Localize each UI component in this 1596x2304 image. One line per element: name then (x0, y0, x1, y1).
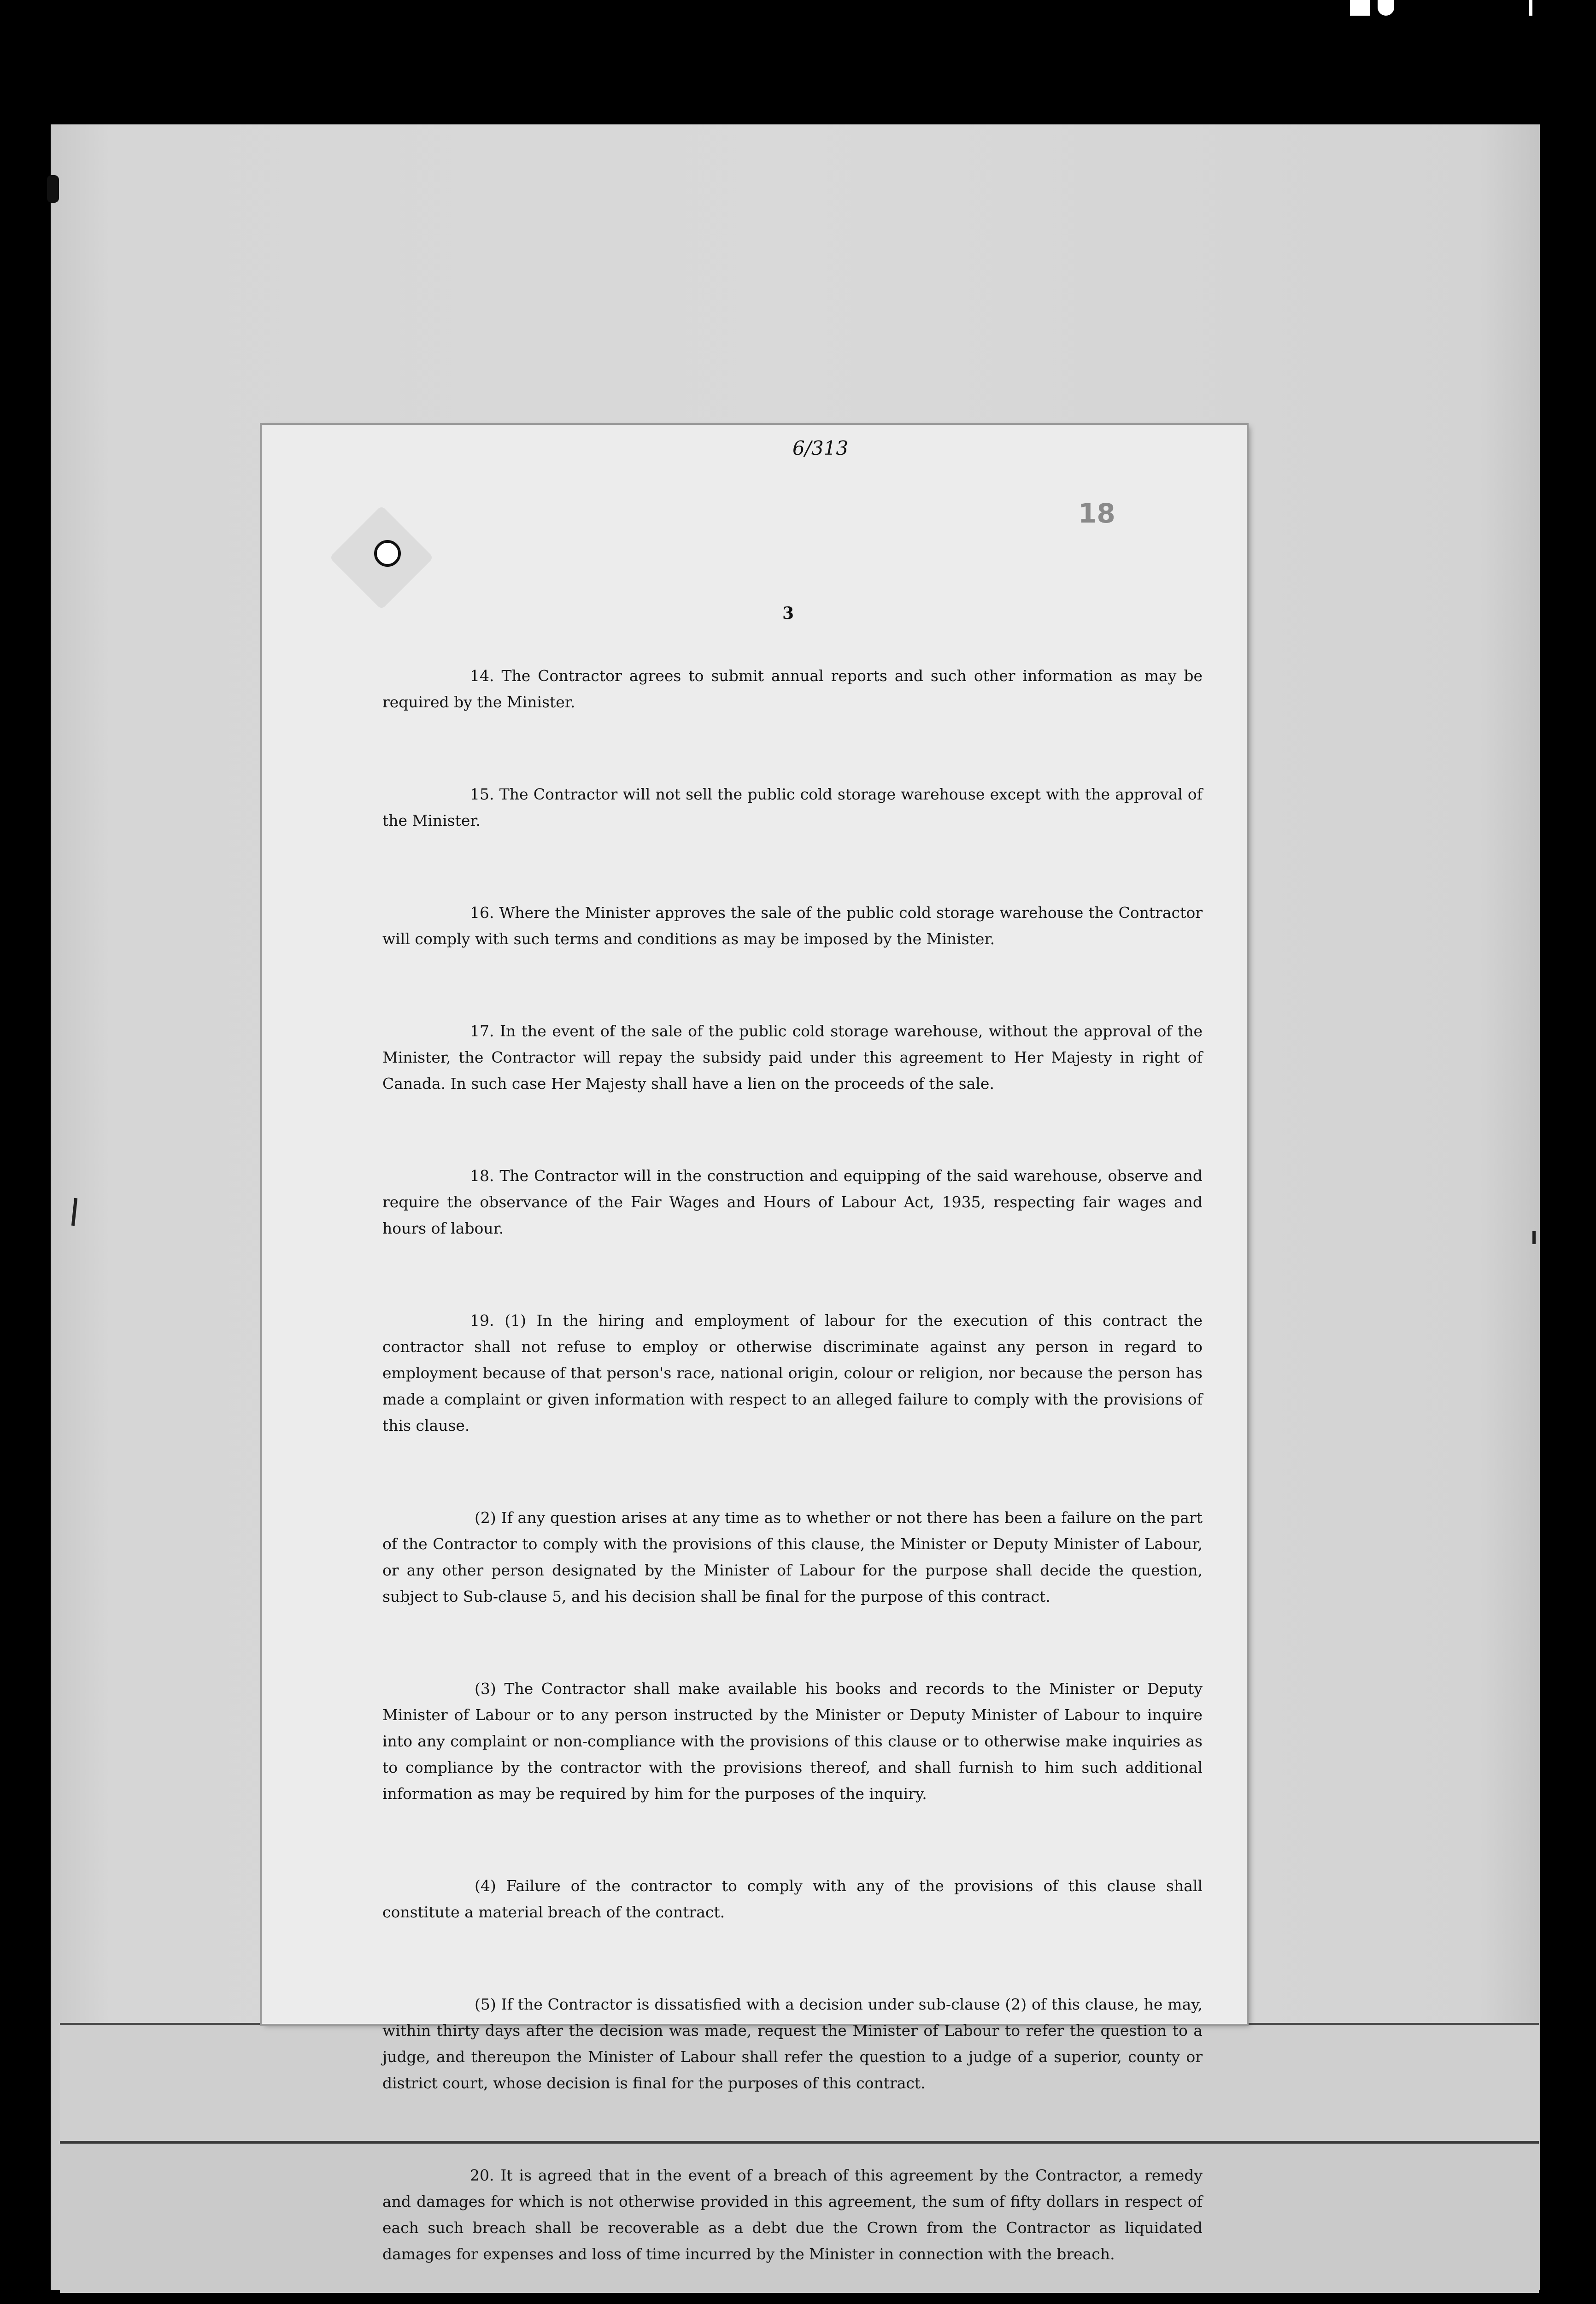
stamp-number: 18 (1078, 498, 1115, 529)
film-mark-bar (1529, 0, 1532, 16)
punch-hole (374, 540, 401, 567)
clause-19-2: (2) If any question arises at any time as to whether or not there has been a failure on the part of the Contractor to comply with the provisions of this clause, the Minister or Deputy Minister of Labour, or any other person designated by the Minister of Labour for the purpose shall decide the question, subject to Sub-clause 5, and his decision shall be final for the purpose of this contract. (382, 1509, 1203, 1605)
agreement-clauses (382, 663, 1203, 2304)
handwritten-reference: 6/313 (792, 437, 849, 459)
clause-14: 14. The Contractor agrees to submit annual reports and such other information as may be required by the Minister. (382, 667, 1203, 711)
clause-15: 15. The Contractor will not sell the public cold storage warehouse except with the approval of the Minister. (382, 785, 1203, 829)
binding-mark (47, 175, 59, 203)
margin-tick-right (1532, 1231, 1536, 1244)
film-mark-square (1350, 0, 1370, 16)
film-mark-dot (1378, 0, 1394, 16)
clause-19-3: (3) The Contractor shall make available his books and records to the Minister or Deputy Minister of Labour or to any person instructed by the Minister or Deputy Minister of Labour to inquire into any complaint or non-compliance with the provisions of this clause or to otherwise make inquiries as to compliance by the contractor with the provisions thereof, and shall furnish to him such additional information as may be required by him for the purposes of the inquiry. (382, 1680, 1203, 1803)
clause-19-1: 19. (1) In the hiring and employment of labour for the execution of this contract the contractor shall not refuse to employ or otherwise discriminate against any person in regard to employment because of that person's race, national origin, colour or religion, nor because the person has made a complaint or given information with respect to an alleged failure to comply with the provisions of this clause. (382, 1311, 1203, 1434)
clause-16: 16. Where the Minister approves the sale of the public cold storage warehouse the Contractor will comply with such terms and conditions as may be imposed by the Minister. (382, 904, 1203, 948)
clause-17: 17. In the event of the sale of the public cold storage warehouse, without the approval of the Minister, the Contractor will repay the subsidy paid under this agreement to Her Majesty in right of Canada. In such case Her Majesty shall have a lien on the proceeds of the sale. (382, 1022, 1203, 1093)
clause-19-5: (5) If the Contractor is dissatisfied with a decision under sub-clause (2) of this clause, he may, within thirty days after the decision was made, request the Minister of Labour to refer the question to a judge, and thereupon the Minister of Labour shall refer the question to a judge of a superior, county or district court, whose decision is final for the purposes of this contract. (382, 1995, 1203, 2092)
clause-20: 20. It is agreed that in the event of a breach of this agreement by the Contractor, a remedy and damages for which is not otherwise provided in this agreement, the sum of fifty dollars in respect of each such breach shall be recoverable as a debt due the Crown from the Contractor as liquidated damages for expenses and loss of time incurred by the Minister in connection with the breach. (382, 2166, 1203, 2263)
clause-19-4: (4) Failure of the contractor to comply with any of the provisions of this clause shall constitute a material breach of the contract. (382, 1877, 1203, 1921)
page-number: 3 (782, 604, 794, 623)
clause-18: 18. The Contractor will in the construction and equipping of the said warehouse, observe and require the observance of the Fair Wages and Hours of Labour Act, 1935, respecting fair wages and hours of labour. (382, 1167, 1203, 1237)
